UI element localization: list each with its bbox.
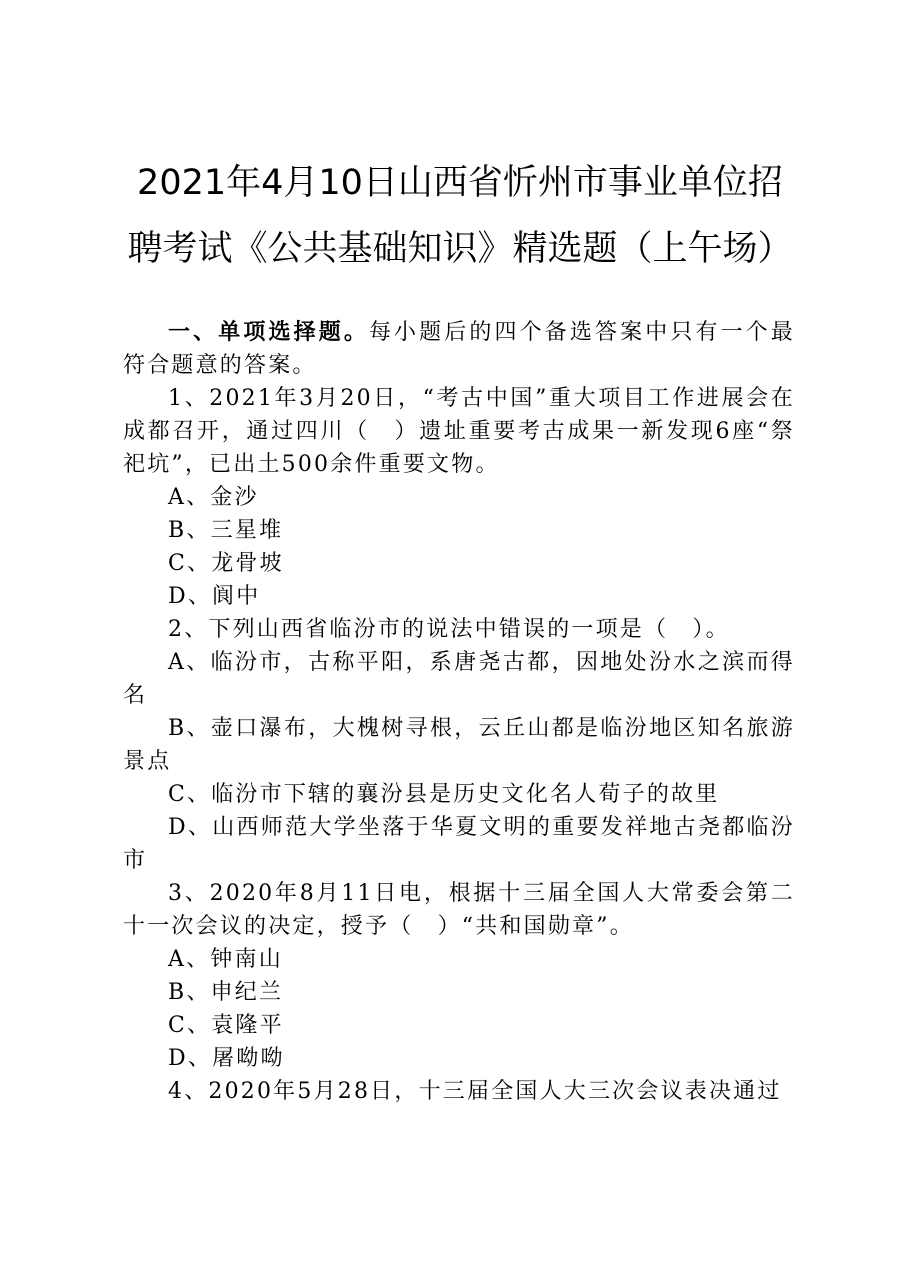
question-body: [123, 316, 795, 1108]
question-4-stem: 4、2020年5月28日，十三届全国人大三次会议表决通过: [168, 1079, 782, 1104]
question-3-option-c: C、袁隆平: [168, 1013, 284, 1038]
section-intro: [123, 316, 795, 382]
section-heading: 一、单项选择题。: [168, 320, 369, 345]
question-1-option-b: B、三星堆: [168, 518, 284, 543]
question-2-option-b: B、壶口瀑布，大槐树寻根，云丘山都是临汾地区知名旅游景点: [123, 716, 795, 774]
question-3-option-a: A、钟南山: [168, 947, 283, 972]
question-1-option-d: D、阆中: [168, 584, 261, 609]
document-title-line-1: 2021年4月10日山西省忻州市事业单位招: [137, 163, 783, 203]
question-3-stem: 3、2020年8月11日电，根据十三届全国人大常委会第二十一次会议的决定，授予（ ）“共和国勋章”。: [123, 881, 795, 939]
question-1-stem: 1、2021年3月20日，“考古中国”重大项目工作进展会在成都召开，通过四川（ ）遗址重要考古成果一新发现6座“祭祀坑”，已出土500余件重要文物。: [123, 386, 795, 477]
question-2-option-c: C、临汾市下辖的襄汾县是历史文化名人荀子的故里: [168, 782, 720, 807]
question-1-option-a: A、金沙: [168, 485, 259, 510]
section-instruction: 每小题后的四个备选答案中只有一个最符合题意的答案。: [123, 320, 795, 378]
question-3-option-d: D、屠呦呦: [168, 1046, 285, 1071]
question-2-stem: 2、下列山西省临汾市的说法中错误的一项是（ ）。: [168, 617, 730, 642]
question-2-option-d: D、山西师范大学坐落于华夏文明的重要发祥地古尧都临汾市: [123, 815, 795, 873]
question-1-option-c: C、龙骨坡: [168, 551, 284, 576]
document-title-line-2: 聘考试《公共基础知识》精选题（上午场）: [127, 229, 793, 269]
question-3-option-b: B、申纪兰: [168, 980, 284, 1005]
question-2-option-a: A、临汾市，古称平阳，系唐尧古都，因地处汾水之滨而得名: [123, 650, 795, 708]
